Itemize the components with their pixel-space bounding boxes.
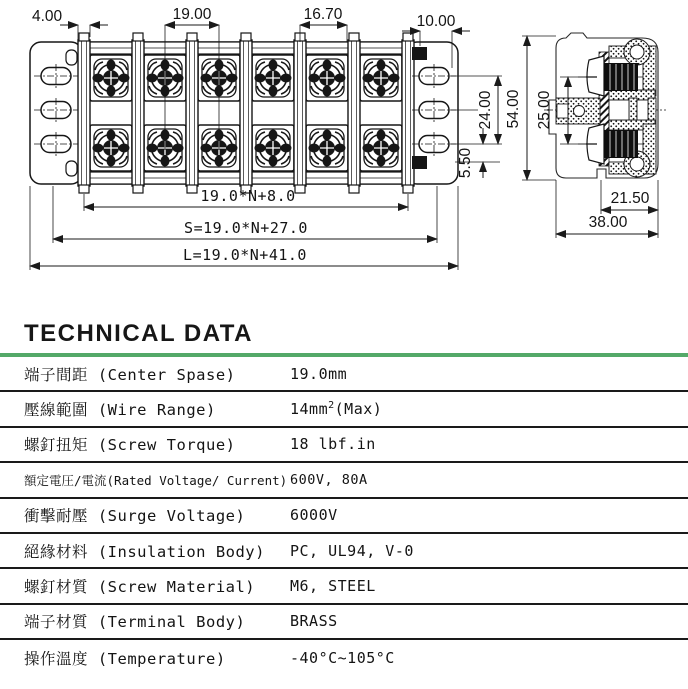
spec-label: 衝擊耐壓 (Surge Voltage)	[24, 507, 246, 526]
technical-drawing	[0, 0, 688, 305]
spec-label: 操作溫度 (Temperature)	[24, 649, 226, 668]
spec-label: 螺釘扭矩 (Screw Torque)	[24, 436, 236, 455]
dim-screw-span: 25.00	[536, 90, 553, 130]
spec-label: 壓線範圍 (Wire Range)	[24, 401, 216, 420]
spec-row	[0, 569, 688, 604]
dim-depth-upper: 21.50	[610, 190, 650, 207]
spec-value: $14mm^2(Max)$	[290, 400, 383, 419]
spec-row	[0, 463, 688, 498]
dim-end-offset: 4.00	[32, 8, 63, 25]
clamp-block-top	[412, 47, 427, 60]
front-view	[30, 33, 458, 193]
spec-row	[0, 392, 688, 427]
side-section-view	[544, 33, 666, 178]
spec-value: 18 lbf.in	[290, 435, 376, 454]
technical-data-rows	[0, 357, 688, 676]
spec-label: 螺釘材質 (Screw Material)	[24, 578, 256, 597]
technical-data-section	[0, 312, 688, 676]
technical-data-title: TECHNICAL DATA	[24, 320, 253, 347]
dim-height: 54.00	[505, 89, 522, 129]
dim-body-formula: 19.0*N+8.0	[200, 187, 296, 205]
spec-label: 絕緣材料 (Insulation Body)	[24, 542, 265, 561]
dim-terminal-opening: 16.70	[303, 6, 343, 23]
dim-mount-formula: S=19.0*N+27.0	[184, 219, 308, 237]
spec-value: BRASS	[290, 612, 338, 631]
dim-mount-hole-offset: 5.50	[457, 147, 474, 179]
spec-row	[0, 534, 688, 569]
spec-value: 6000V	[290, 506, 338, 525]
spec-row	[0, 357, 688, 392]
spec-value: M6, STEEL	[290, 577, 376, 596]
spec-value: 19.0mm	[290, 364, 348, 383]
spec-row	[0, 428, 688, 463]
spec-label: 端子間距 (Center Spase)	[24, 365, 236, 384]
spec-label: 端子材質 (Terminal Body)	[24, 613, 246, 632]
dim-mount-hole-span: 24.00	[477, 90, 494, 130]
dim-depth: 38.00	[588, 214, 628, 231]
dim-length-formula: L=19.0*N+41.0	[183, 246, 307, 264]
dim-end-width: 10.00	[416, 13, 456, 30]
clamp-block-bottom	[412, 156, 427, 169]
spec-row	[0, 605, 688, 640]
dim-pitch: 19.00	[172, 6, 212, 23]
spec-value: 600V, 80A	[290, 471, 368, 488]
spec-row	[0, 640, 688, 675]
spec-value: PC, UL94, V-0	[290, 541, 414, 560]
spec-label: 額定電圧/電流(Rated Voltage/ Current)	[24, 472, 288, 488]
spec-value: -40°C~105°C	[290, 648, 395, 667]
spec-row	[0, 499, 688, 534]
